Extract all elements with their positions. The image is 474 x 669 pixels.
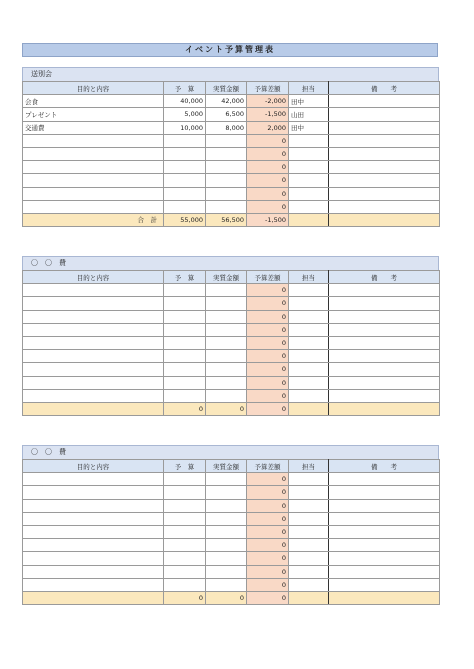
budget-cell[interactable] (164, 200, 206, 213)
item-cell[interactable] (23, 187, 164, 200)
table-row (23, 134, 440, 147)
total-row (23, 213, 440, 226)
actual-cell[interactable] (206, 174, 247, 187)
actual-cell[interactable] (206, 539, 247, 552)
person-cell[interactable]: 山田 (289, 108, 329, 121)
diff-cell[interactable]: 0 (247, 578, 289, 591)
table-row (23, 525, 440, 538)
actual-cell[interactable]: 42,000 (206, 95, 247, 108)
item-cell[interactable] (23, 297, 164, 310)
header-item: 目的と内容 (23, 460, 164, 473)
note-cell[interactable] (329, 284, 440, 297)
person-cell[interactable] (289, 525, 329, 538)
actual-cell[interactable] (206, 147, 247, 160)
budget-cell[interactable] (164, 486, 206, 499)
actual-cell[interactable] (206, 200, 247, 213)
table-row (23, 565, 440, 578)
table-row (23, 473, 440, 486)
diff-cell[interactable]: 0 (247, 539, 289, 552)
item-cell[interactable] (23, 552, 164, 565)
person-cell[interactable]: 田中 (289, 95, 329, 108)
budget-cell[interactable]: 10,000 (164, 121, 206, 134)
person-cell[interactable] (289, 565, 329, 578)
person-cell[interactable] (289, 336, 329, 349)
note-cell[interactable] (329, 147, 440, 160)
budget-cell[interactable]: 40,000 (164, 95, 206, 108)
note-cell[interactable] (329, 525, 440, 538)
budget-cell[interactable] (164, 363, 206, 376)
diff-cell[interactable]: 0 (247, 376, 289, 389)
actual-cell[interactable] (206, 473, 247, 486)
header-diff: 予算差額 (247, 271, 289, 284)
item-cell[interactable] (23, 134, 164, 147)
budget-cell[interactable] (164, 323, 206, 336)
total-label (23, 591, 164, 604)
note-cell[interactable] (329, 512, 440, 525)
total-note[interactable] (329, 591, 440, 604)
total-diff[interactable]: 0 (247, 591, 289, 604)
person-cell[interactable] (289, 578, 329, 591)
diff-cell[interactable]: 0 (247, 336, 289, 349)
header-note: 備 考 (329, 460, 440, 473)
actual-cell[interactable] (206, 187, 247, 200)
person-cell[interactable] (289, 539, 329, 552)
header-person: 担当 (289, 271, 329, 284)
note-cell[interactable] (329, 389, 440, 402)
budget-cell[interactable] (164, 310, 206, 323)
header-note: 備 考 (329, 82, 440, 95)
actual-cell[interactable] (206, 363, 247, 376)
budget-cell[interactable] (164, 350, 206, 363)
diff-cell[interactable]: 0 (247, 565, 289, 578)
table-row (23, 336, 440, 349)
diff-cell[interactable]: 0 (247, 486, 289, 499)
table-row (23, 376, 440, 389)
actual-cell[interactable] (206, 336, 247, 349)
diff-cell[interactable]: 2,000 (247, 121, 289, 134)
header-actual: 実質金額 (206, 82, 247, 95)
person-cell[interactable] (289, 552, 329, 565)
budget-cell[interactable] (164, 161, 206, 174)
header-item: 目的と内容 (23, 271, 164, 284)
budget-cell[interactable] (164, 187, 206, 200)
budget-cell[interactable] (164, 499, 206, 512)
table-row (23, 147, 440, 160)
person-cell[interactable] (289, 389, 329, 402)
item-cell[interactable] (23, 565, 164, 578)
budget-cell[interactable] (164, 297, 206, 310)
page-title: イベント予算管理表 (22, 43, 438, 57)
actual-cell[interactable] (206, 297, 247, 310)
note-cell[interactable] (329, 552, 440, 565)
diff-cell[interactable]: 0 (247, 174, 289, 187)
table-row (23, 174, 440, 187)
table-row (23, 389, 440, 402)
note-cell[interactable] (329, 297, 440, 310)
note-cell[interactable] (329, 200, 440, 213)
header-actual: 実質金額 (206, 460, 247, 473)
actual-cell[interactable] (206, 389, 247, 402)
diff-cell[interactable]: 0 (247, 499, 289, 512)
item-cell[interactable] (23, 389, 164, 402)
person-cell[interactable] (289, 174, 329, 187)
person-cell[interactable] (289, 310, 329, 323)
budget-cell[interactable] (164, 565, 206, 578)
diff-cell[interactable]: 0 (247, 525, 289, 538)
diff-cell[interactable]: 0 (247, 147, 289, 160)
diff-cell[interactable]: 0 (247, 297, 289, 310)
total-label: 合 計 (23, 213, 164, 226)
item-cell[interactable] (23, 499, 164, 512)
header-budget: 予 算 (164, 271, 206, 284)
note-cell[interactable] (329, 499, 440, 512)
budget-table (22, 81, 440, 227)
person-cell[interactable] (289, 200, 329, 213)
diff-cell[interactable]: -1,500 (247, 108, 289, 121)
person-cell[interactable]: 田中 (289, 121, 329, 134)
note-cell[interactable] (329, 121, 440, 134)
table-row (23, 363, 440, 376)
budget-table (22, 459, 440, 605)
budget-cell[interactable] (164, 512, 206, 525)
table-row (23, 121, 440, 134)
item-cell[interactable] (23, 284, 164, 297)
item-cell[interactable] (23, 310, 164, 323)
header-actual: 実質金額 (206, 271, 247, 284)
actual-cell[interactable] (206, 310, 247, 323)
note-cell[interactable] (329, 108, 440, 121)
diff-cell[interactable]: 0 (247, 350, 289, 363)
diff-cell[interactable]: 0 (247, 200, 289, 213)
total-note[interactable] (329, 213, 440, 226)
diff-cell[interactable]: 0 (247, 512, 289, 525)
item-cell[interactable] (23, 486, 164, 499)
section-expense-3 (22, 445, 439, 605)
item-cell[interactable] (23, 161, 164, 174)
budget-cell[interactable] (164, 284, 206, 297)
table-header-row (23, 82, 440, 95)
person-cell[interactable] (289, 323, 329, 336)
total-person[interactable] (289, 591, 329, 604)
section-name: 送別会 (22, 67, 439, 81)
person-cell[interactable] (289, 363, 329, 376)
actual-cell[interactable]: 6,500 (206, 108, 247, 121)
section-farewell-party (22, 67, 439, 227)
note-cell[interactable] (329, 363, 440, 376)
item-cell[interactable] (23, 174, 164, 187)
note-cell[interactable] (329, 134, 440, 147)
table-row (23, 95, 440, 108)
person-cell[interactable] (289, 376, 329, 389)
total-budget[interactable]: 0 (164, 402, 206, 415)
note-cell[interactable] (329, 95, 440, 108)
header-diff: 予算差額 (247, 460, 289, 473)
budget-cell[interactable] (164, 389, 206, 402)
header-person: 担当 (289, 82, 329, 95)
diff-cell[interactable]: 0 (247, 552, 289, 565)
table-row (23, 552, 440, 565)
total-actual[interactable]: 0 (206, 402, 247, 415)
item-cell[interactable] (23, 473, 164, 486)
budget-cell[interactable] (164, 336, 206, 349)
header-person: 担当 (289, 460, 329, 473)
diff-cell[interactable]: 0 (247, 284, 289, 297)
diff-cell[interactable]: 0 (247, 187, 289, 200)
item-cell[interactable]: 交通費 (23, 121, 164, 134)
total-label (23, 402, 164, 415)
actual-cell[interactable] (206, 499, 247, 512)
total-actual[interactable]: 0 (206, 591, 247, 604)
budget-table (22, 270, 440, 416)
diff-cell[interactable]: 0 (247, 310, 289, 323)
table-row (23, 512, 440, 525)
actual-cell[interactable] (206, 512, 247, 525)
actual-cell[interactable] (206, 161, 247, 174)
table-header-row (23, 460, 440, 473)
item-cell[interactable] (23, 578, 164, 591)
budget-cell[interactable] (164, 134, 206, 147)
item-cell[interactable] (23, 525, 164, 538)
item-cell[interactable] (23, 200, 164, 213)
actual-cell[interactable] (206, 376, 247, 389)
diff-cell[interactable]: 0 (247, 473, 289, 486)
diff-cell[interactable]: 0 (247, 389, 289, 402)
person-cell[interactable] (289, 499, 329, 512)
item-cell[interactable] (23, 323, 164, 336)
actual-cell[interactable] (206, 552, 247, 565)
item-cell[interactable]: プレゼント (23, 108, 164, 121)
note-cell[interactable] (329, 486, 440, 499)
person-cell[interactable] (289, 512, 329, 525)
table-row (23, 539, 440, 552)
total-person[interactable] (289, 213, 329, 226)
note-cell[interactable] (329, 323, 440, 336)
note-cell[interactable] (329, 565, 440, 578)
note-cell[interactable] (329, 376, 440, 389)
header-budget: 予 算 (164, 82, 206, 95)
table-row (23, 108, 440, 121)
budget-cell[interactable] (164, 376, 206, 389)
total-note[interactable] (329, 402, 440, 415)
budget-cell[interactable] (164, 147, 206, 160)
budget-cell[interactable] (164, 539, 206, 552)
table-row (23, 200, 440, 213)
diff-cell[interactable]: -2,000 (247, 95, 289, 108)
actual-cell[interactable] (206, 323, 247, 336)
person-cell[interactable] (289, 161, 329, 174)
person-cell[interactable] (289, 134, 329, 147)
header-note: 備 考 (329, 271, 440, 284)
note-cell[interactable] (329, 161, 440, 174)
table-row (23, 323, 440, 336)
header-diff: 予算差額 (247, 82, 289, 95)
diff-cell[interactable]: 0 (247, 323, 289, 336)
table-row (23, 486, 440, 499)
person-cell[interactable] (289, 284, 329, 297)
table-row (23, 297, 440, 310)
total-budget[interactable]: 0 (164, 591, 206, 604)
section-name: 〇 〇 費 (22, 256, 439, 270)
total-diff[interactable]: 0 (247, 402, 289, 415)
note-cell[interactable] (329, 473, 440, 486)
person-cell[interactable] (289, 297, 329, 310)
note-cell[interactable] (329, 174, 440, 187)
note-cell[interactable] (329, 336, 440, 349)
total-budget[interactable]: 55,000 (164, 213, 206, 226)
diff-cell[interactable]: 0 (247, 363, 289, 376)
item-cell[interactable] (23, 376, 164, 389)
table-row (23, 284, 440, 297)
total-actual[interactable]: 56,500 (206, 213, 247, 226)
actual-cell[interactable] (206, 486, 247, 499)
table-row (23, 310, 440, 323)
table-row (23, 350, 440, 363)
actual-cell[interactable] (206, 525, 247, 538)
budget-cell[interactable] (164, 525, 206, 538)
section-name: 〇 〇 費 (22, 445, 439, 459)
total-row (23, 591, 440, 604)
budget-cell[interactable] (164, 473, 206, 486)
total-diff[interactable]: -1,500 (247, 213, 289, 226)
note-cell[interactable] (329, 350, 440, 363)
item-cell[interactable] (23, 350, 164, 363)
note-cell[interactable] (329, 539, 440, 552)
budget-cell[interactable] (164, 174, 206, 187)
actual-cell[interactable] (206, 284, 247, 297)
section-expense-2 (22, 256, 439, 416)
item-cell[interactable] (23, 147, 164, 160)
actual-cell[interactable] (206, 578, 247, 591)
item-cell[interactable] (23, 363, 164, 376)
person-cell[interactable] (289, 350, 329, 363)
diff-cell[interactable]: 0 (247, 134, 289, 147)
person-cell[interactable] (289, 147, 329, 160)
actual-cell[interactable]: 8,000 (206, 121, 247, 134)
table-row (23, 499, 440, 512)
actual-cell[interactable] (206, 350, 247, 363)
table-row (23, 578, 440, 591)
budget-cell[interactable]: 5,000 (164, 108, 206, 121)
header-budget: 予 算 (164, 460, 206, 473)
total-row (23, 402, 440, 415)
actual-cell[interactable] (206, 565, 247, 578)
header-item: 目的と内容 (23, 82, 164, 95)
budget-cell[interactable] (164, 578, 206, 591)
item-cell[interactable] (23, 512, 164, 525)
total-person[interactable] (289, 402, 329, 415)
note-cell[interactable] (329, 187, 440, 200)
budget-cell[interactable] (164, 552, 206, 565)
item-cell[interactable] (23, 336, 164, 349)
person-cell[interactable] (289, 187, 329, 200)
person-cell[interactable] (289, 486, 329, 499)
note-cell[interactable] (329, 578, 440, 591)
person-cell[interactable] (289, 473, 329, 486)
actual-cell[interactable] (206, 134, 247, 147)
table-header-row (23, 271, 440, 284)
item-cell[interactable] (23, 539, 164, 552)
table-row (23, 161, 440, 174)
diff-cell[interactable]: 0 (247, 161, 289, 174)
note-cell[interactable] (329, 310, 440, 323)
table-row (23, 187, 440, 200)
item-cell[interactable]: 会食 (23, 95, 164, 108)
